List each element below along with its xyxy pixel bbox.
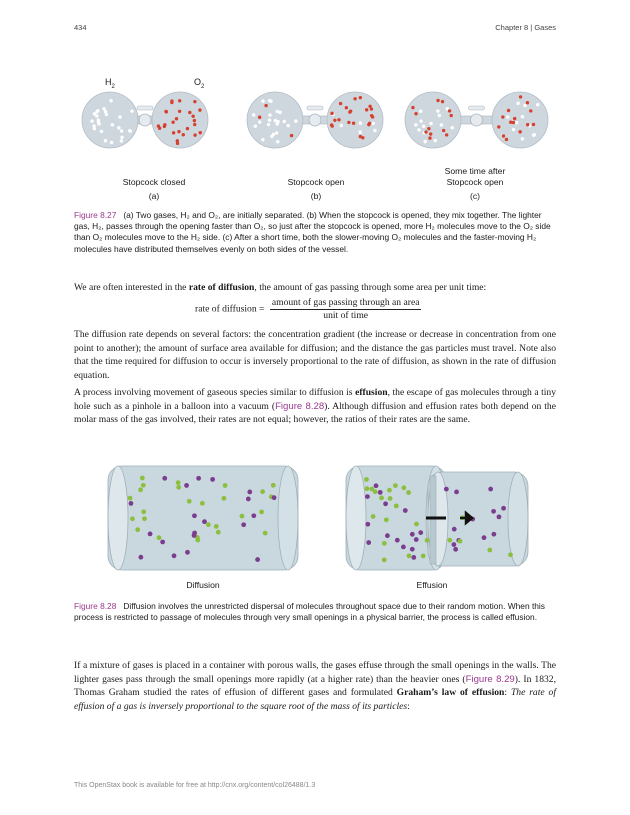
h2-molecule <box>104 139 107 142</box>
o2-molecule <box>519 95 522 98</box>
o2-molecule <box>337 118 340 121</box>
light-molecule <box>371 514 376 519</box>
o2-molecule <box>178 99 181 102</box>
diffusion-label: Diffusion <box>186 580 220 590</box>
o2-molecule <box>330 112 333 115</box>
o2-molecule <box>157 124 160 127</box>
h2-molecule <box>521 115 524 118</box>
o2-molecule <box>505 138 508 141</box>
light-molecule <box>373 489 378 494</box>
h2-molecule <box>438 114 441 117</box>
o2-molecule <box>427 127 430 130</box>
h2-molecule <box>96 109 99 112</box>
light-molecule <box>458 539 463 544</box>
heavy-molecule <box>251 513 256 518</box>
light-molecule <box>221 496 226 501</box>
figure-8-28-illustration <box>0 456 630 580</box>
light-molecule <box>407 553 412 558</box>
heavy-molecule <box>366 540 371 545</box>
h2-molecule <box>422 125 425 128</box>
o2-molecule <box>529 109 532 112</box>
heavy-molecule <box>184 483 189 488</box>
light-molecule <box>382 557 387 562</box>
light-molecule <box>271 483 276 488</box>
light-molecule <box>259 510 264 515</box>
o2-molecule <box>352 122 355 125</box>
heavy-molecule <box>192 533 197 538</box>
heavy-molecule <box>453 547 458 552</box>
light-molecule <box>223 483 228 488</box>
heavy-molecule <box>451 542 456 547</box>
o2-molecule <box>353 97 356 100</box>
light-molecule <box>508 552 513 557</box>
o2-molecule <box>532 123 535 126</box>
h2-molecule <box>130 109 133 112</box>
light-molecule <box>176 485 181 490</box>
h2-molecule <box>423 140 426 143</box>
h2-molecule <box>258 120 261 123</box>
o2-molecule <box>502 134 505 137</box>
heavy-molecule <box>401 545 406 550</box>
o2-molecule <box>193 123 196 126</box>
h2-molecule <box>532 134 535 137</box>
light-molecule <box>379 495 384 500</box>
heavy-molecule <box>160 540 165 545</box>
o2-molecule <box>330 123 333 126</box>
light-molecule <box>414 522 419 527</box>
light-molecule <box>130 516 135 521</box>
heavy-molecule <box>452 527 457 532</box>
h2-molecule <box>90 119 93 122</box>
o2-molecule <box>414 112 417 115</box>
o2-molecule <box>501 115 504 118</box>
o2-molecule <box>359 96 362 99</box>
tube-end <box>508 472 528 566</box>
o2-molecule <box>441 100 444 103</box>
figure-8-27-caption: Figure 8.27 (a) Two gases, H₂ and O₂, are initially separated. (b) When the stopcock is opened, they mix together. The lighter gas, H₂, passes through the opening faster than O₂, so just after the stopcock is opened, more H₂ molecules move to the O₂ side than O₂ molecules move to the H₂ side. (c) After a short time, both the slower-moving O₂ molecules and the faster-moving H₂ molecules have distributed themselves evenly on both sides of the vessel. <box>74 210 551 254</box>
paragraph-diffusion-factors: The diffusion rate depends on several factors: the concentration gradient (the increase or decrease in concentration from one point to another); the amount of surface area available for diffusion; and the distance the gas particles must travel. Note also that the time required for diffusion to occur is inversely proportional to the rate of diffusion, as shown in the rate of diffusion equation. <box>74 329 556 381</box>
equation-denominator: unit of time <box>323 310 369 321</box>
heavy-molecule <box>162 476 167 481</box>
o2-molecule <box>428 136 431 139</box>
figure-number: Figure 8.27 <box>74 210 117 220</box>
h2-molecule <box>283 120 286 123</box>
page-number: 434 <box>74 23 87 32</box>
o2-molecule <box>370 114 373 117</box>
o2-molecule <box>258 116 261 119</box>
o2-molecule <box>177 130 180 133</box>
h2-molecule <box>373 129 376 132</box>
heavy-molecule <box>414 537 419 542</box>
h2-molecule <box>105 113 108 116</box>
heavy-molecule <box>272 495 277 500</box>
heavy-molecule <box>411 555 416 560</box>
o2-molecule <box>365 108 368 111</box>
heavy-molecule <box>491 509 496 514</box>
o2-molecule <box>449 114 452 117</box>
barrier <box>430 476 436 564</box>
heavy-molecule <box>482 535 487 540</box>
o2-label: $O_2$ <box>194 77 205 90</box>
heavy-molecule <box>246 497 251 502</box>
h2-molecule <box>512 128 515 131</box>
o2-molecule <box>171 121 174 124</box>
h2-molecule <box>102 107 105 110</box>
light-molecule <box>387 488 392 493</box>
h2-molecule <box>436 109 439 112</box>
h2-molecule <box>120 136 123 139</box>
heavy-molecule <box>255 557 260 562</box>
o2-molecule <box>193 100 196 103</box>
h2-molecule <box>506 115 509 118</box>
heavy-molecule <box>488 487 493 492</box>
h2-molecule <box>97 120 100 123</box>
h2-molecule <box>434 139 437 142</box>
h2-molecule <box>536 103 539 106</box>
paragraph-rate-of-diffusion: We are often interested in the rate of diffusion, the amount of gas passing through some area per unit time: <box>74 282 487 293</box>
o2-molecule <box>170 99 173 102</box>
right-bulb <box>492 92 548 148</box>
stopcock <box>139 114 151 126</box>
o2-molecule <box>163 123 166 126</box>
light-molecule <box>140 476 145 481</box>
light-molecule <box>388 496 393 501</box>
h2-molecule <box>109 99 112 102</box>
h2-molecule <box>110 141 113 144</box>
heavy-molecule <box>210 477 215 482</box>
figure-8-28-link[interactable]: Figure 8.28 <box>275 400 325 412</box>
o2-molecule <box>198 108 201 111</box>
o2-molecule <box>497 125 500 128</box>
stopcock <box>471 114 483 126</box>
heavy-molecule <box>148 531 153 536</box>
o2-molecule <box>172 131 175 134</box>
h2-molecule <box>95 114 98 117</box>
o2-molecule <box>290 134 293 137</box>
o2-molecule <box>164 110 167 113</box>
heavy-molecule <box>418 530 423 535</box>
heavy-molecule <box>241 522 246 527</box>
o2-molecule <box>424 130 427 133</box>
o2-molecule <box>368 122 371 125</box>
o2-molecule <box>526 123 529 126</box>
h2-molecule <box>417 128 420 131</box>
o2-molecule <box>436 99 439 102</box>
h2-molecule <box>359 121 362 124</box>
heavy-molecule <box>454 489 459 494</box>
light-molecule <box>382 541 387 546</box>
heavy-molecule <box>185 550 190 555</box>
h2-molecule <box>286 124 289 127</box>
stopcock-handle <box>469 106 485 110</box>
chapter-heading: Chapter 8 | Gases <box>495 23 556 32</box>
figure-8-28-caption: Figure 8.28 Diffusion involves the unrestricted dispersal of molecules throughout space due to their random motion. When this process is restricted to passage of molecules through very small openings in a physical barrier, the process is called effusion. <box>74 601 545 623</box>
heavy-molecule <box>383 501 388 506</box>
h2-molecule <box>515 121 518 124</box>
panel-c-label: Some time after Stopcock open (c) <box>444 166 506 201</box>
light-molecule <box>364 477 369 482</box>
h2-molecule <box>269 100 272 103</box>
o2-molecule <box>175 117 178 120</box>
light-molecule <box>240 514 245 519</box>
o2-molecule <box>411 106 414 109</box>
o2-molecule <box>345 106 348 109</box>
o2-molecule <box>191 114 194 117</box>
h2-molecule <box>129 129 132 132</box>
h2-molecule <box>358 130 361 133</box>
light-molecule <box>421 553 426 558</box>
o2-molecule <box>507 109 510 112</box>
heavy-molecule <box>172 553 177 558</box>
heavy-molecule <box>247 490 252 495</box>
light-molecule <box>138 487 143 492</box>
h2-molecule <box>372 122 375 125</box>
h2-molecule <box>93 127 96 130</box>
h2-molecule <box>272 133 275 136</box>
light-molecule <box>135 527 140 532</box>
h2-molecule <box>429 122 432 125</box>
heavy-molecule <box>501 506 506 511</box>
o2-molecule <box>513 117 516 120</box>
o2-molecule <box>193 133 196 136</box>
heavy-molecule <box>365 522 370 527</box>
o2-molecule <box>509 121 512 124</box>
o2-molecule <box>526 101 529 104</box>
o2-molecule <box>368 105 371 108</box>
o2-molecule <box>518 130 521 133</box>
h2-molecule <box>521 137 524 140</box>
heavy-molecule <box>202 519 207 524</box>
heavy-molecule <box>395 538 400 543</box>
light-molecule <box>487 548 492 553</box>
h2-molecule <box>276 110 279 113</box>
light-molecule <box>447 538 452 543</box>
equation-lhs: rate of diffusion = <box>195 303 265 315</box>
heavy-molecule <box>491 532 496 537</box>
o2-molecule <box>333 119 336 122</box>
o2-molecule <box>442 129 445 132</box>
h2-molecule <box>111 123 114 126</box>
h2-molecule <box>450 126 453 129</box>
h2-molecule <box>261 138 264 141</box>
light-molecule <box>365 486 370 491</box>
heavy-molecule <box>403 508 408 513</box>
h2-molecule <box>419 119 422 122</box>
light-molecule <box>216 530 221 535</box>
h2-molecule <box>419 109 422 112</box>
h2-molecule <box>294 119 297 122</box>
o2-molecule <box>339 102 342 105</box>
heavy-molecule <box>365 494 370 499</box>
heavy-molecule <box>410 532 415 537</box>
h2-molecule <box>120 129 123 132</box>
o2-molecule <box>178 110 181 113</box>
heavy-molecule <box>129 501 134 506</box>
o2-molecule <box>193 119 196 122</box>
light-molecule <box>128 496 133 501</box>
h2-molecule <box>516 102 519 105</box>
light-molecule <box>176 480 181 485</box>
h2-molecule <box>274 119 277 122</box>
h2-molecule <box>118 115 121 118</box>
tube-end <box>278 466 298 570</box>
o2-molecule <box>199 131 202 134</box>
h2-molecule <box>275 131 278 134</box>
o2-molecule <box>264 104 267 107</box>
light-molecule <box>401 485 406 490</box>
light-molecule <box>394 503 399 508</box>
figure-8-29-link[interactable]: Figure 8.29 <box>465 673 515 685</box>
heavy-molecule <box>138 555 143 560</box>
h2-molecule <box>340 124 343 127</box>
light-molecule <box>200 501 205 506</box>
h2-molecule <box>117 126 120 129</box>
paragraph-effusion: A process involving movement of gaseous species similar to diffusion is effusion, the escape of gas molecules through a tiny hole such as a pinhole in a balloon into a vacuum (Figure 8.28). Although diffusion and effusion rates both depend on the molar mass of the gas involved, their rates are not equal; however, the ratios of their rates are the same. <box>74 387 557 426</box>
o2-molecule <box>188 111 191 114</box>
panel-b-label: Stopcock open (b) <box>287 177 345 201</box>
light-molecule <box>141 483 146 488</box>
left-bulb <box>405 92 461 148</box>
heavy-molecule <box>385 533 390 538</box>
effusion-label: Effusion <box>416 580 448 590</box>
figure-8-27-illustration <box>0 90 630 162</box>
light-molecule <box>260 489 265 494</box>
heavy-molecule <box>196 476 201 481</box>
panel-a-label: Stopcock closed (a) <box>122 177 186 201</box>
h2-molecule <box>252 113 255 116</box>
light-molecule <box>384 517 389 522</box>
heavy-molecule <box>378 490 383 495</box>
o2-molecule <box>186 127 189 130</box>
h2-molecule <box>100 130 103 133</box>
o2-molecule <box>429 132 432 135</box>
tube-end <box>346 466 366 570</box>
light-molecule <box>187 499 192 504</box>
o2-molecule <box>176 142 179 145</box>
h2-molecule <box>440 123 443 126</box>
heavy-molecule <box>192 513 197 518</box>
h2-molecule <box>267 123 270 126</box>
light-molecule <box>406 490 411 495</box>
footer-note: This OpenStax book is available for free at http://cnx.org/content/col26488/1.3 <box>74 782 316 789</box>
o2-molecule <box>347 121 350 124</box>
tube-end <box>108 466 128 570</box>
h2-molecule <box>268 119 271 122</box>
h2-molecule <box>276 140 279 143</box>
h2-molecule <box>261 99 264 102</box>
o2-molecule <box>349 109 352 112</box>
stopcock <box>309 114 321 126</box>
heavy-molecule <box>374 483 379 488</box>
heavy-molecule <box>410 547 415 552</box>
light-molecule <box>206 522 211 527</box>
o2-molecule <box>445 133 448 136</box>
o2-molecule <box>448 109 451 112</box>
light-molecule <box>142 516 147 521</box>
light-molecule <box>141 509 146 514</box>
h2-molecule <box>268 113 271 116</box>
light-molecule <box>263 531 268 536</box>
light-molecule <box>425 538 430 543</box>
paragraph-grahams-law: If a mixture of gases is placed in a container with porous walls, the gases effuse through the small openings in the walls. The lighter gases pass through the small openings more rapidly (at a higher rate) than the heavier ones (Figure 8.29). In 1832, Thomas Graham studied the rates of effusion of different gases and formulated Graham’s law of effusion: The rate of effusion of a gas is inversely proportional to the square root of the mass of its particles: <box>74 660 556 712</box>
stopcock-handle <box>307 106 323 110</box>
h2-molecule <box>523 104 526 107</box>
o2-molecule <box>361 136 364 139</box>
equation-numerator: amount of gas passing through an area <box>271 297 420 308</box>
light-molecule <box>214 524 219 529</box>
h2-molecule <box>254 125 257 128</box>
o2-molecule <box>182 133 185 136</box>
figure-number: Figure 8.28 <box>74 601 117 611</box>
h2-label: $H_2$ <box>105 77 115 90</box>
h2-molecule <box>414 123 417 126</box>
diffusion-tube <box>108 466 298 570</box>
heavy-molecule <box>497 514 502 519</box>
stopcock-handle <box>137 106 153 110</box>
rate-equation <box>195 297 421 322</box>
light-molecule <box>157 535 162 540</box>
heavy-molecule <box>444 487 449 492</box>
h2-molecule <box>120 139 123 142</box>
light-molecule <box>393 483 398 488</box>
